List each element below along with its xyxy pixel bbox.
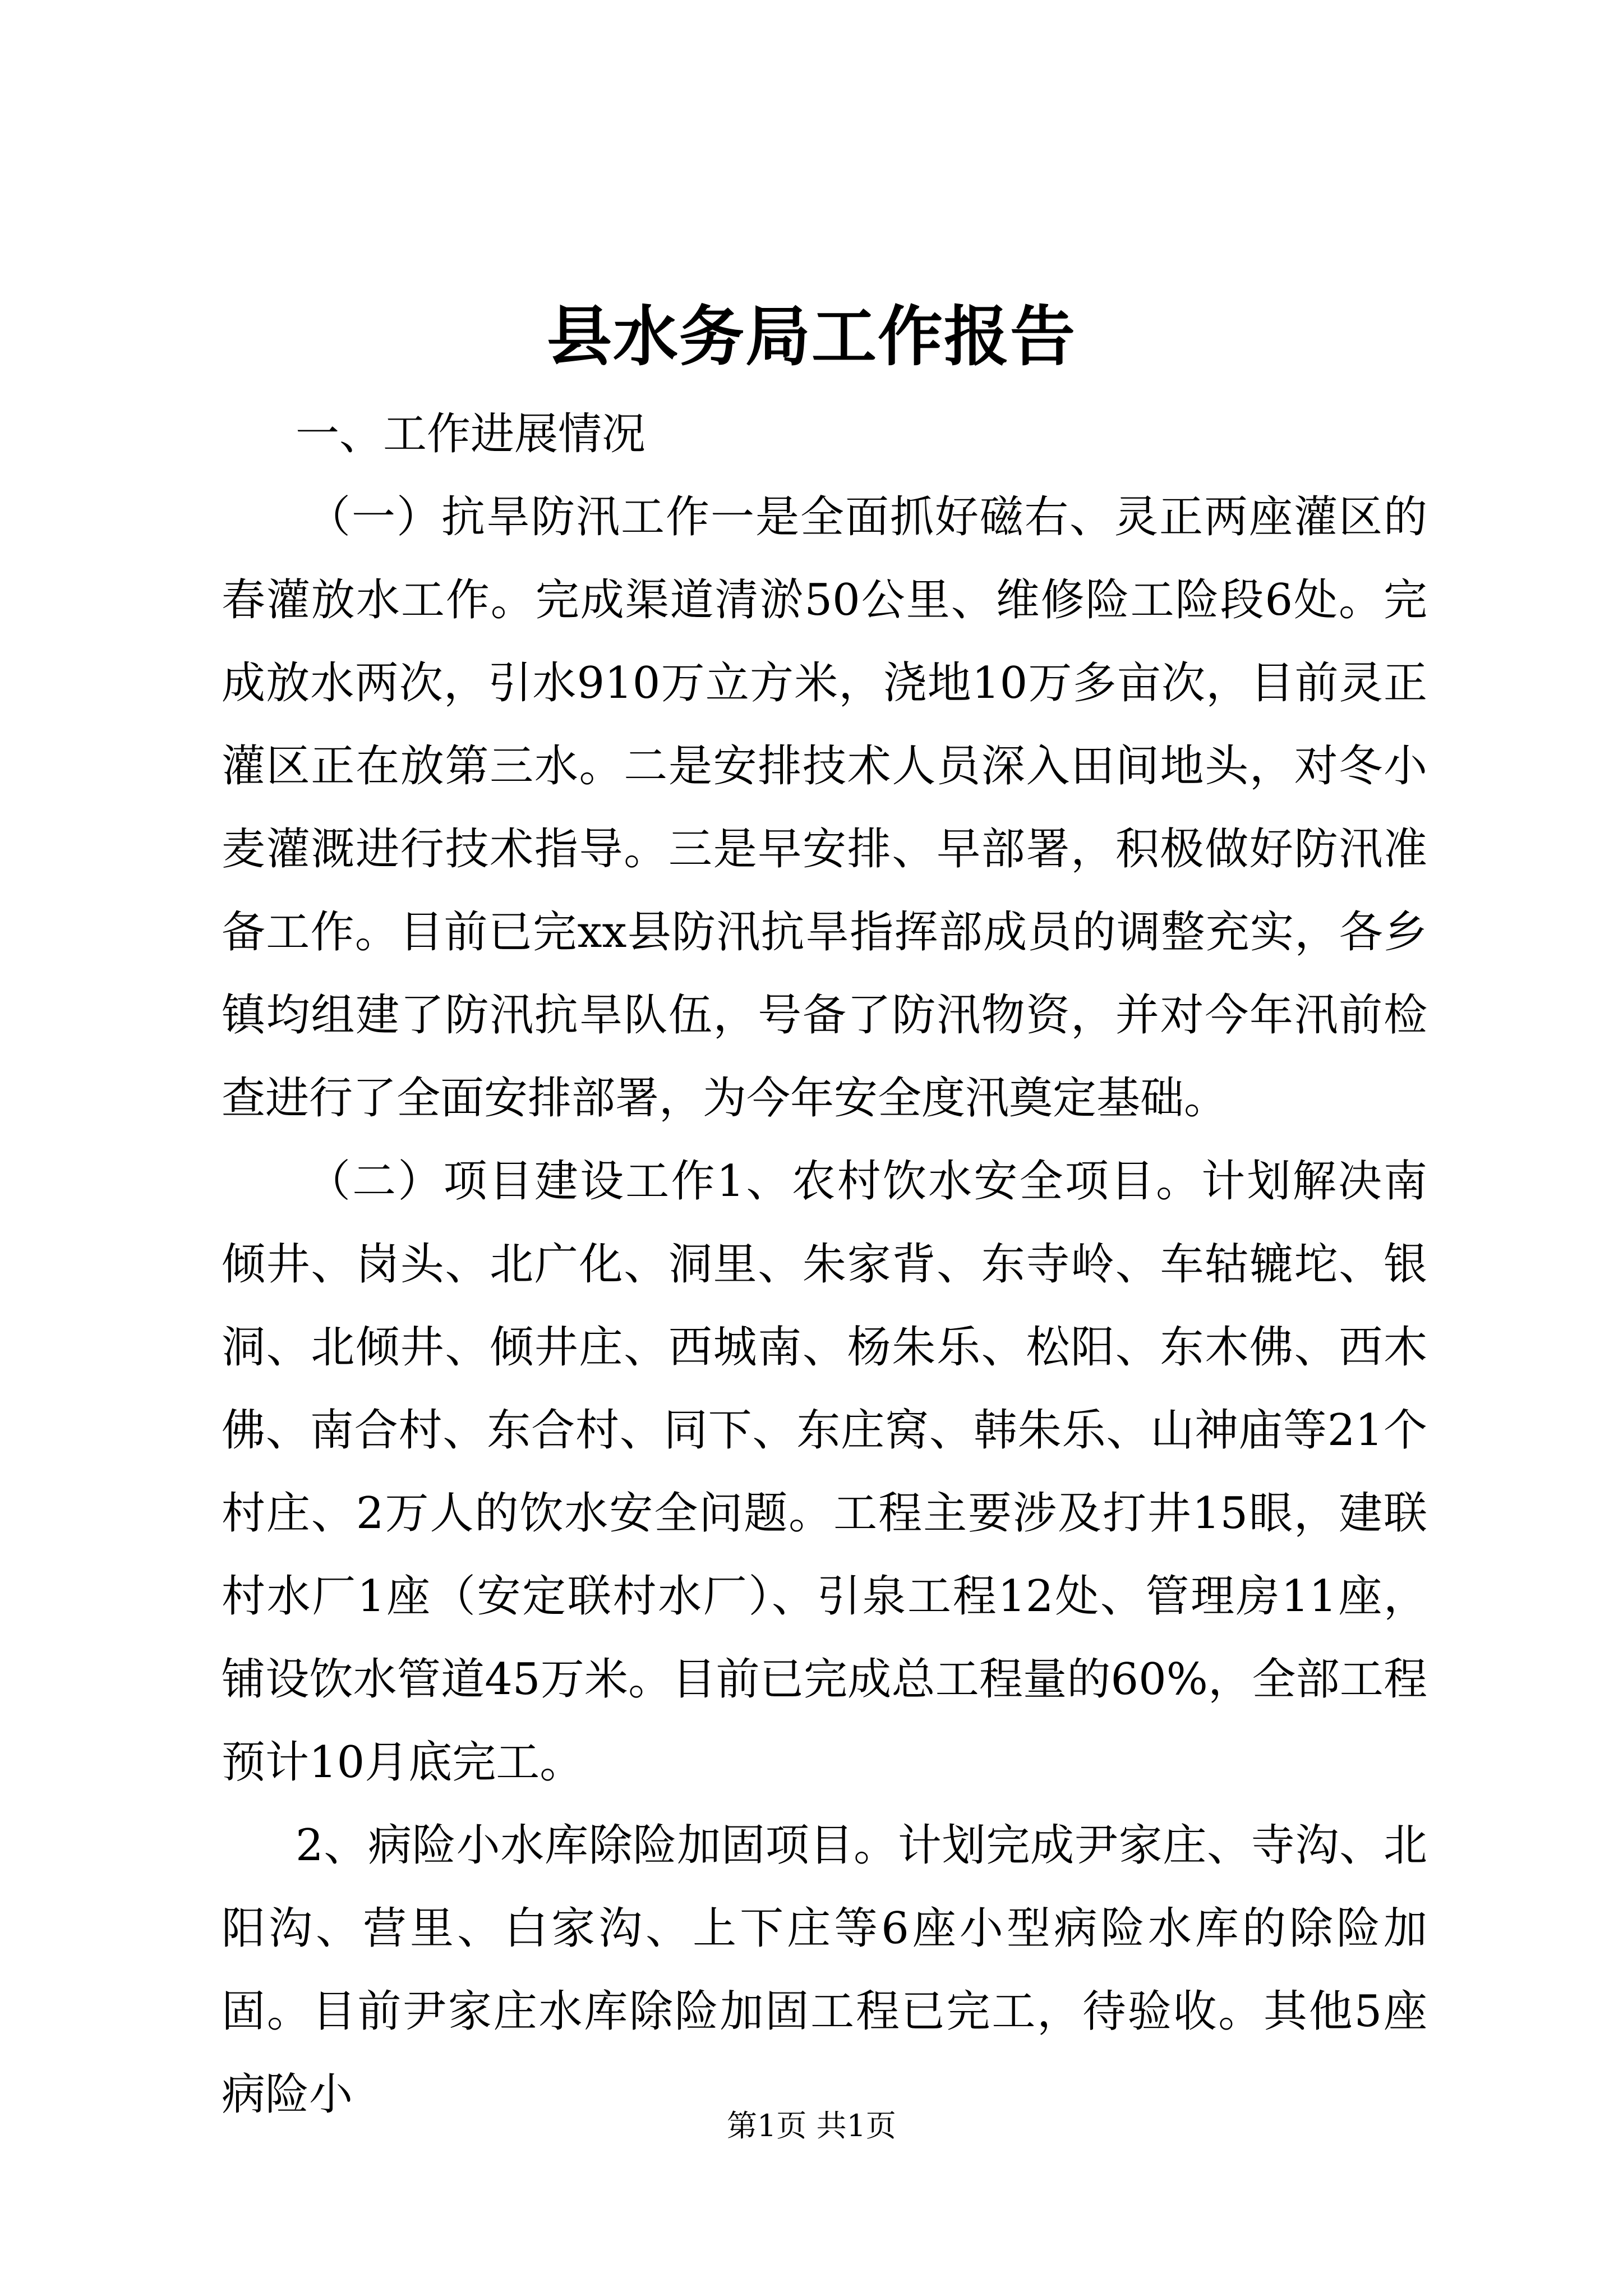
section-heading: 一、工作进展情况: [296, 409, 646, 459]
body-paragraph: 2、病险小水库除险加固项目。计划完成尹家庄、寺沟、北阳沟、营里、白家沟、上下庄等6座小型病险水库的除险加固。目前尹家庄水库除险加固工程已完工，待验收。其他5座病险小: [222, 1820, 1427, 2120]
document-title: 县水务局工作报告: [547, 298, 1076, 375]
page-footer: 第1页 共1页: [727, 2108, 896, 2143]
body-paragraph: （二）项目建设工作1、农村饮水安全项目。计划解决南倾井、岗头、北广化、洞里、朱家背、东寺岭、车轱辘坨、银洞、北倾井、倾井庄、西城南、杨朱乐、松阳、东木佛、西木佛、南合村、东合村、同下、东庄窝、韩朱乐、山神庙等21个村庄、2万人的饮水安全问题。工程主要涉及打井15眼，建联村水厂1座（安定联村水厂）、引泉工程12处、管理房11座，铺设饮水管道45万米。目前已完成总工程量的60%，全部工程预计10月底完工。: [222, 1156, 1427, 1788]
body-paragraph: （一）抗旱防汛工作一是全面抓好磁右、灵正两座灌区的春灌放水工作。完成渠道清淤50公里、维修险工险段6处。完成放水两次，引水910万立方米，浇地10万多亩次，目前灵正灌区正在放第三水。二是安排技术人员深入田间地头，对冬小麦灌溉进行技术指导。三是早安排、早部署，积极做好防汛准备工作。目前已完xx县防汛抗旱指挥部成员的调整充实，各乡镇均组建了防汛抗旱队伍，号备了防汛物资，并对今年汛前检查进行了全面安排部署，为今年安全度汛奠定基础。: [222, 492, 1427, 1124]
document-body: [222, 393, 1427, 2136]
